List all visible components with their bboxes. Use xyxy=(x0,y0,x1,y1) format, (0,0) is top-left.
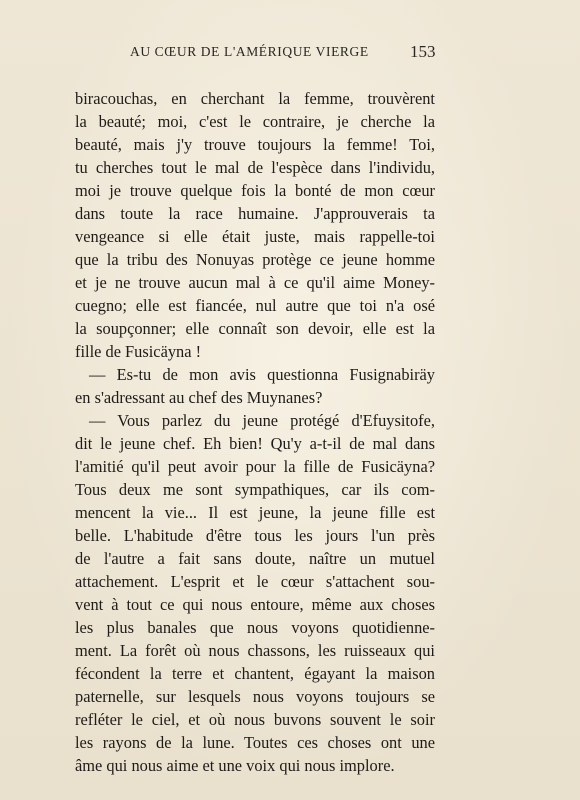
text-line: fille de Fusicäyna ! xyxy=(75,342,202,361)
text-line: vent à tout ce qui nous entoure, même aux choses xyxy=(75,595,435,614)
text-line: les rayons de la lune. Toutes ces choses ont une xyxy=(75,733,435,752)
text-line: Tous deux me sont sympathiques, car ils com- xyxy=(75,480,435,499)
text-line: tu cherches tout le mal de l'espèce dans l'individu, xyxy=(75,158,435,177)
text-line: dit le jeune chef. Eh bien! Qu'y a-t-il de mal dans xyxy=(75,434,435,453)
text-line: les plus banales que nous voyons quotidienne- xyxy=(75,618,435,637)
text-line: l'amitié qu'il peut avoir pour la fille de Fusicäyna? xyxy=(75,457,435,476)
text-line: beauté, mais j'y trouve toujours la femme! Toi, xyxy=(75,135,435,154)
text-line: — Es-tu de mon avis questionna Fusignabiräy xyxy=(89,365,435,384)
text-line: mencent la vie... Il est jeune, la jeune fille est xyxy=(75,503,435,522)
text-line: et je ne trouve aucun mal à ce qu'il aime Money- xyxy=(75,273,435,292)
text-line: que la tribu des Nonuyas protège ce jeune homme xyxy=(75,250,435,269)
text-line: dans toute la race humaine. J'approuverais ta xyxy=(75,204,435,223)
text-line: refléter le ciel, et où nous buvons souvent le soir xyxy=(75,710,435,729)
text-line: cuegno; elle est fiancée, nul autre que toi n'a osé xyxy=(75,296,435,315)
text-line: vengeance si elle était juste, mais rappelle-toi xyxy=(75,227,435,246)
text-line: la soupçonner; elle connaît son devoir, elle est la xyxy=(75,319,435,338)
text-line: fécondent la terre et chantent, égayant la maison xyxy=(75,664,435,683)
text-line: la beauté; moi, c'est le contraire, je cherche la xyxy=(75,112,435,131)
text-line: de l'autre a fait sans doute, naître un mutuel xyxy=(75,549,435,568)
text-line: en s'adressant au chef des Muynanes? xyxy=(75,388,323,407)
text-line: âme qui nous aime et une voix qui nous implore. xyxy=(75,756,395,775)
text-line: — Vous parlez du jeune protégé d'Efuysitofe, xyxy=(89,411,435,430)
text-line: biracouchas, en cherchant la femme, trouvèrent xyxy=(75,89,435,108)
text-line: belle. L'habitude d'être tous les jours l'un près xyxy=(75,526,435,545)
text-line: paternelle, sur lesquels nous voyons toujours se xyxy=(75,687,435,706)
text-line: moi je trouve quelque fois la bonté de mon cœur xyxy=(75,181,435,200)
text-line: attachement. L'esprit et le cœur s'attachent sou- xyxy=(75,572,435,591)
page-number: 153 xyxy=(410,42,436,61)
body-text xyxy=(75,87,435,777)
running-head: AU CŒUR DE L'AMÉRIQUE VIERGE xyxy=(130,44,369,59)
text-line: ment. La forêt où nous chassons, les ruisseaux qui xyxy=(75,641,435,660)
